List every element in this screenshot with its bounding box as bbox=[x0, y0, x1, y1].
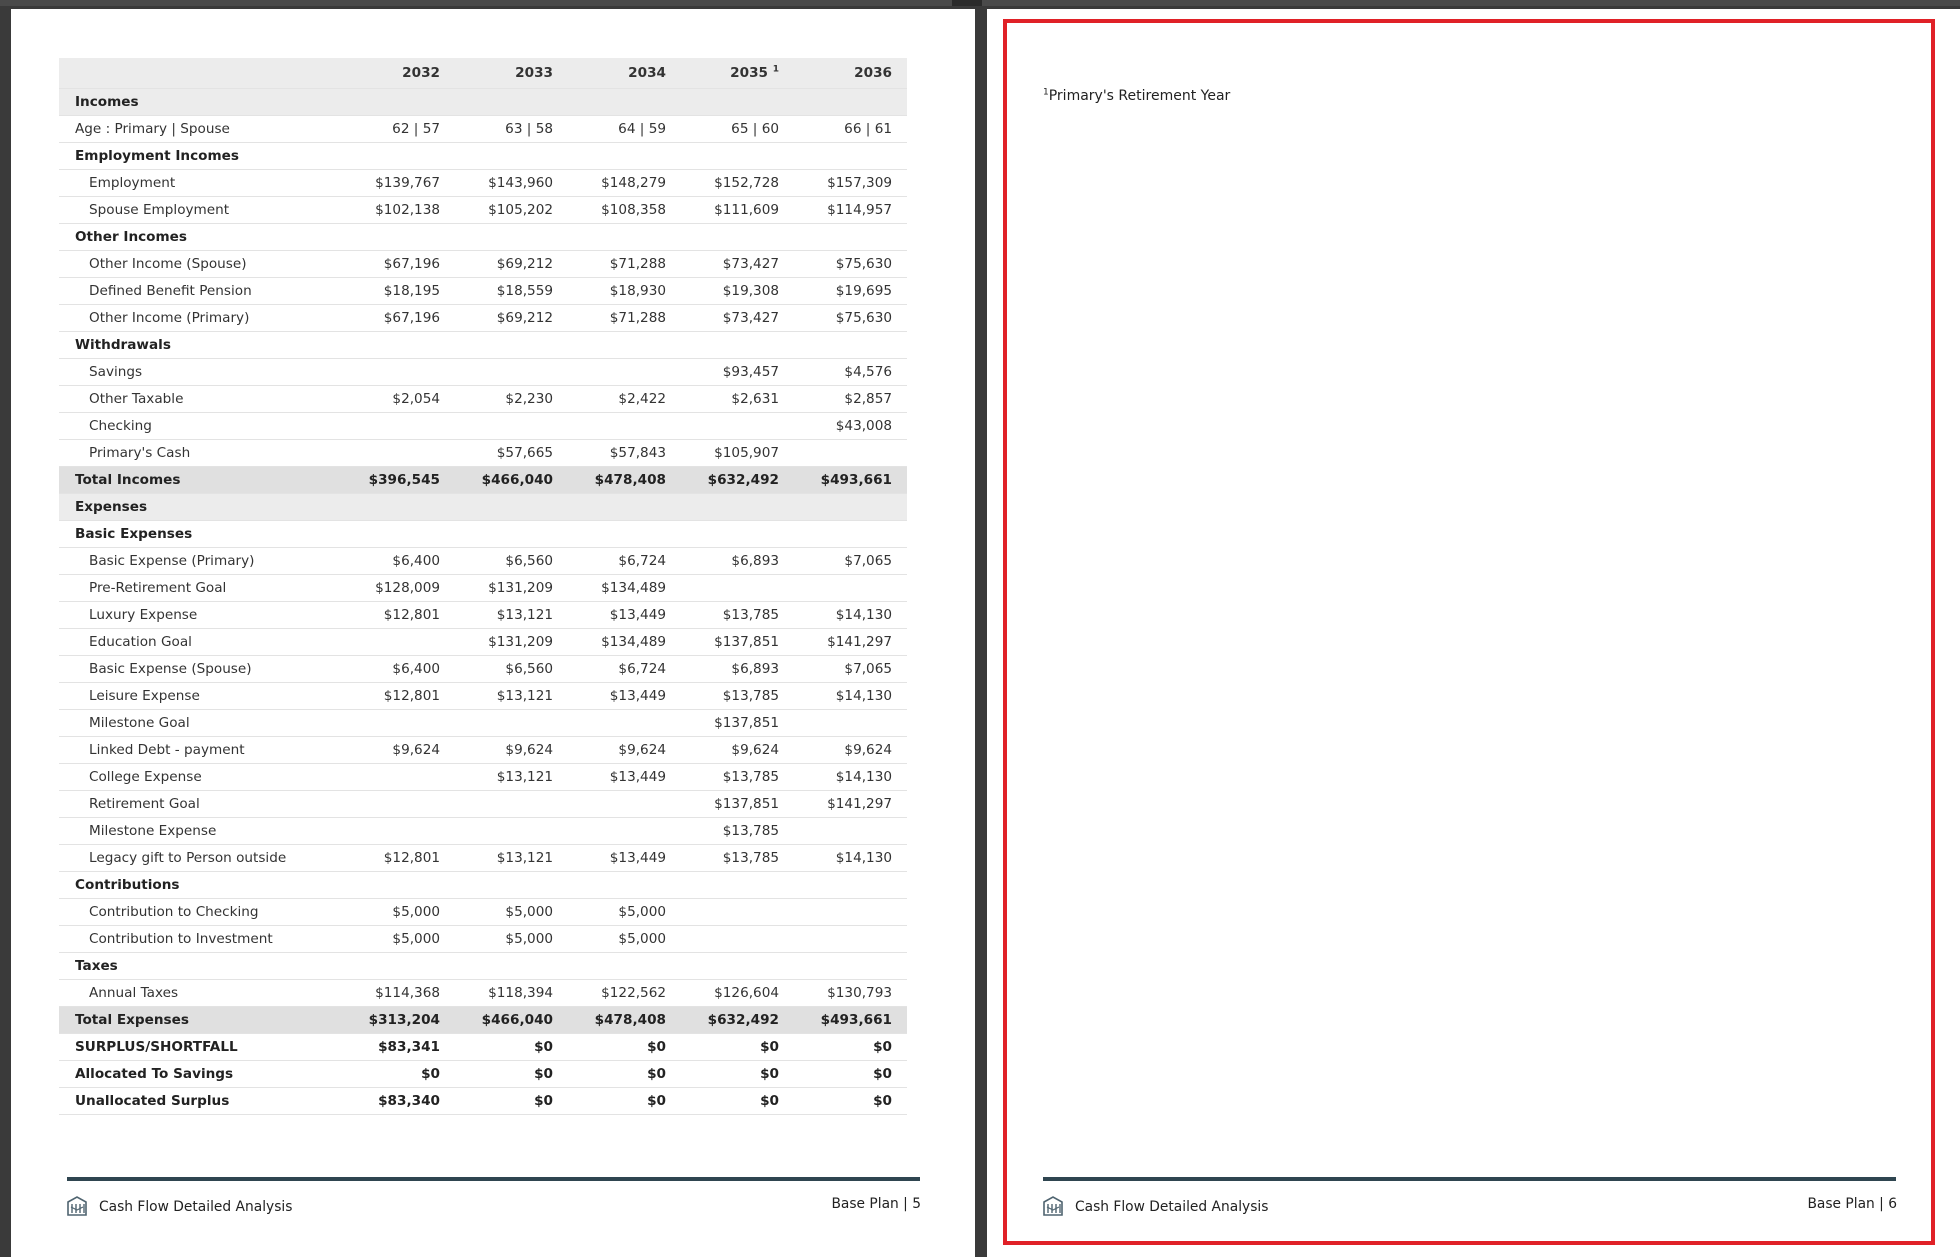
viewer-tab[interactable] bbox=[982, 0, 1960, 6]
value-cell: $137,851 bbox=[681, 629, 794, 656]
value-cell: $83,340 bbox=[342, 1088, 455, 1115]
value-cell bbox=[455, 494, 568, 521]
value-cell: $108,358 bbox=[568, 197, 681, 224]
row-label: Milestone Goal bbox=[59, 710, 342, 737]
value-cell bbox=[342, 224, 455, 251]
table-row bbox=[59, 764, 907, 791]
value-cell: $57,665 bbox=[455, 440, 568, 467]
value-cell: $466,040 bbox=[455, 1007, 568, 1034]
table-row bbox=[59, 926, 907, 953]
row-label: College Expense bbox=[59, 764, 342, 791]
value-cell bbox=[568, 494, 681, 521]
value-cell bbox=[455, 818, 568, 845]
value-cell bbox=[681, 143, 794, 170]
table-row bbox=[59, 656, 907, 683]
value-cell bbox=[568, 953, 681, 980]
value-cell: $13,121 bbox=[455, 602, 568, 629]
row-label: Employment Incomes bbox=[59, 143, 342, 170]
value-cell: $0 bbox=[681, 1061, 794, 1088]
value-cell bbox=[455, 872, 568, 899]
footer-rule bbox=[1043, 1177, 1896, 1181]
value-cell bbox=[568, 710, 681, 737]
value-cell: $114,957 bbox=[794, 197, 907, 224]
value-cell: $19,308 bbox=[681, 278, 794, 305]
year-label: 2034 bbox=[628, 65, 666, 81]
value-cell: $137,851 bbox=[681, 791, 794, 818]
year-label: 2035 bbox=[730, 65, 768, 81]
value-cell: $118,394 bbox=[455, 980, 568, 1007]
row-label: Other Incomes bbox=[59, 224, 342, 251]
cash-flow-table bbox=[59, 58, 907, 1115]
value-cell: $2,631 bbox=[681, 386, 794, 413]
value-cell bbox=[794, 818, 907, 845]
value-cell bbox=[568, 791, 681, 818]
table-row bbox=[59, 629, 907, 656]
viewer-top-strip bbox=[0, 0, 1960, 6]
value-cell bbox=[342, 89, 455, 116]
value-cell: 65 | 60 bbox=[681, 116, 794, 143]
row-label: Incomes bbox=[59, 89, 342, 116]
row-label: Contribution to Investment bbox=[59, 926, 342, 953]
value-cell: $5,000 bbox=[342, 926, 455, 953]
year-header bbox=[455, 58, 568, 89]
row-label: Milestone Expense bbox=[59, 818, 342, 845]
value-cell: $2,857 bbox=[794, 386, 907, 413]
value-cell bbox=[455, 332, 568, 359]
value-cell bbox=[681, 521, 794, 548]
value-cell bbox=[568, 89, 681, 116]
table-row bbox=[59, 359, 907, 386]
value-cell bbox=[794, 494, 907, 521]
table-row bbox=[59, 737, 907, 764]
value-cell: $7,065 bbox=[794, 656, 907, 683]
value-cell: $5,000 bbox=[568, 899, 681, 926]
group-row bbox=[59, 953, 907, 980]
value-cell: $13,449 bbox=[568, 602, 681, 629]
value-cell: $632,492 bbox=[681, 1007, 794, 1034]
row-label: Expenses bbox=[59, 494, 342, 521]
footnote-text: Primary's Retirement Year bbox=[1048, 88, 1231, 104]
table-body bbox=[59, 89, 907, 1115]
value-cell bbox=[794, 710, 907, 737]
row-label: Defined Benefit Pension bbox=[59, 278, 342, 305]
document-page-6 bbox=[987, 9, 1960, 1257]
value-cell: $2,422 bbox=[568, 386, 681, 413]
footer-page-number: Base Plan | 6 bbox=[1807, 1196, 1897, 1212]
year-header bbox=[681, 58, 794, 89]
value-cell bbox=[342, 710, 455, 737]
value-cell bbox=[794, 953, 907, 980]
table-row bbox=[59, 845, 907, 872]
value-cell: $71,288 bbox=[568, 251, 681, 278]
value-cell: $43,008 bbox=[794, 413, 907, 440]
value-cell: $632,492 bbox=[681, 467, 794, 494]
value-cell bbox=[342, 440, 455, 467]
row-label: Total Incomes bbox=[59, 467, 342, 494]
value-cell: $0 bbox=[681, 1088, 794, 1115]
value-cell: $6,893 bbox=[681, 656, 794, 683]
value-cell: $69,212 bbox=[455, 305, 568, 332]
group-row bbox=[59, 521, 907, 548]
section-row bbox=[59, 89, 907, 116]
value-cell bbox=[342, 791, 455, 818]
value-cell: $57,843 bbox=[568, 440, 681, 467]
table-row bbox=[59, 305, 907, 332]
section-row bbox=[59, 494, 907, 521]
value-cell bbox=[794, 143, 907, 170]
table-row bbox=[59, 251, 907, 278]
row-label: Savings bbox=[59, 359, 342, 386]
value-cell: $75,630 bbox=[794, 251, 907, 278]
table-row bbox=[59, 818, 907, 845]
value-cell: $313,204 bbox=[342, 1007, 455, 1034]
value-cell: $478,408 bbox=[568, 467, 681, 494]
value-cell bbox=[568, 413, 681, 440]
value-cell bbox=[794, 89, 907, 116]
value-cell bbox=[342, 413, 455, 440]
value-cell: $0 bbox=[455, 1088, 568, 1115]
year-header bbox=[794, 58, 907, 89]
footnote-mark: 1 bbox=[1043, 87, 1049, 98]
value-cell: $6,724 bbox=[568, 548, 681, 575]
footnote-reference: 1 bbox=[772, 64, 779, 75]
year-header bbox=[568, 58, 681, 89]
row-label: Unallocated Surplus bbox=[59, 1088, 342, 1115]
value-cell: $9,624 bbox=[568, 737, 681, 764]
summary-row bbox=[59, 1088, 907, 1115]
value-cell bbox=[568, 359, 681, 386]
table-row bbox=[59, 413, 907, 440]
value-cell: $73,427 bbox=[681, 305, 794, 332]
table-row bbox=[59, 116, 907, 143]
value-cell: $71,288 bbox=[568, 305, 681, 332]
row-label: Withdrawals bbox=[59, 332, 342, 359]
value-cell bbox=[455, 953, 568, 980]
row-label: Basic Expense (Spouse) bbox=[59, 656, 342, 683]
viewer-tab[interactable] bbox=[0, 0, 952, 6]
value-cell: $12,801 bbox=[342, 845, 455, 872]
value-cell: $0 bbox=[794, 1034, 907, 1061]
value-cell: $6,400 bbox=[342, 548, 455, 575]
value-cell: $14,130 bbox=[794, 845, 907, 872]
group-row bbox=[59, 143, 907, 170]
value-cell: $9,624 bbox=[342, 737, 455, 764]
value-cell bbox=[455, 89, 568, 116]
value-cell: $5,000 bbox=[455, 926, 568, 953]
row-label: Taxes bbox=[59, 953, 342, 980]
row-label: SURPLUS/SHORTFALL bbox=[59, 1034, 342, 1061]
value-cell: $5,000 bbox=[568, 926, 681, 953]
value-cell: $396,545 bbox=[342, 467, 455, 494]
footnote bbox=[1043, 88, 1230, 104]
total-row bbox=[59, 1007, 907, 1034]
value-cell: $4,576 bbox=[794, 359, 907, 386]
value-cell bbox=[455, 413, 568, 440]
value-cell: $493,661 bbox=[794, 467, 907, 494]
value-cell: $148,279 bbox=[568, 170, 681, 197]
row-label: Total Expenses bbox=[59, 1007, 342, 1034]
row-label: Checking bbox=[59, 413, 342, 440]
value-cell: $13,785 bbox=[681, 683, 794, 710]
value-cell: $114,368 bbox=[342, 980, 455, 1007]
value-cell bbox=[681, 953, 794, 980]
footer-rule bbox=[67, 1177, 920, 1181]
value-cell: $0 bbox=[794, 1061, 907, 1088]
value-cell: $105,202 bbox=[455, 197, 568, 224]
total-row bbox=[59, 467, 907, 494]
value-cell: $5,000 bbox=[342, 899, 455, 926]
value-cell: $9,624 bbox=[794, 737, 907, 764]
value-cell: $12,801 bbox=[342, 602, 455, 629]
table-row bbox=[59, 197, 907, 224]
row-label: Contributions bbox=[59, 872, 342, 899]
value-cell bbox=[455, 359, 568, 386]
value-cell: $13,785 bbox=[681, 818, 794, 845]
value-cell: $13,121 bbox=[455, 764, 568, 791]
value-cell bbox=[681, 872, 794, 899]
value-cell bbox=[794, 440, 907, 467]
value-cell: $0 bbox=[568, 1088, 681, 1115]
value-cell bbox=[342, 764, 455, 791]
value-cell: $141,297 bbox=[794, 629, 907, 656]
value-cell: $134,489 bbox=[568, 575, 681, 602]
value-cell bbox=[342, 818, 455, 845]
table-row bbox=[59, 548, 907, 575]
value-cell: $0 bbox=[455, 1034, 568, 1061]
row-label: Leisure Expense bbox=[59, 683, 342, 710]
value-cell bbox=[455, 143, 568, 170]
row-label: Contribution to Checking bbox=[59, 899, 342, 926]
group-row bbox=[59, 332, 907, 359]
value-cell: $12,801 bbox=[342, 683, 455, 710]
value-cell bbox=[568, 521, 681, 548]
table-row bbox=[59, 575, 907, 602]
table-row bbox=[59, 710, 907, 737]
value-cell: 66 | 61 bbox=[794, 116, 907, 143]
footer-page-number: Base Plan | 5 bbox=[831, 1196, 921, 1212]
value-cell bbox=[794, 899, 907, 926]
value-cell: $0 bbox=[455, 1061, 568, 1088]
value-cell: $128,009 bbox=[342, 575, 455, 602]
value-cell bbox=[342, 629, 455, 656]
value-cell bbox=[568, 332, 681, 359]
value-cell: $93,457 bbox=[681, 359, 794, 386]
year-label: 2036 bbox=[854, 65, 892, 81]
value-cell: $130,793 bbox=[794, 980, 907, 1007]
value-cell: $13,785 bbox=[681, 845, 794, 872]
table-header bbox=[59, 58, 907, 89]
value-cell bbox=[794, 872, 907, 899]
value-cell: $13,785 bbox=[681, 764, 794, 791]
value-cell bbox=[681, 899, 794, 926]
table-row bbox=[59, 278, 907, 305]
value-cell: $137,851 bbox=[681, 710, 794, 737]
row-label: Spouse Employment bbox=[59, 197, 342, 224]
value-cell: 62 | 57 bbox=[342, 116, 455, 143]
value-cell: 64 | 59 bbox=[568, 116, 681, 143]
footer-title: Cash Flow Detailed Analysis bbox=[1075, 1199, 1269, 1215]
value-cell: $5,000 bbox=[455, 899, 568, 926]
value-cell: $2,230 bbox=[455, 386, 568, 413]
value-cell bbox=[681, 494, 794, 521]
value-cell bbox=[794, 926, 907, 953]
building-logo-icon bbox=[1042, 1195, 1064, 1217]
value-cell: $157,309 bbox=[794, 170, 907, 197]
value-cell bbox=[455, 521, 568, 548]
value-cell bbox=[455, 791, 568, 818]
value-cell: $134,489 bbox=[568, 629, 681, 656]
table-row bbox=[59, 386, 907, 413]
summary-row bbox=[59, 1034, 907, 1061]
row-label: Legacy gift to Person outside bbox=[59, 845, 342, 872]
table-row bbox=[59, 899, 907, 926]
value-cell: $14,130 bbox=[794, 764, 907, 791]
table-row bbox=[59, 683, 907, 710]
value-cell: $131,209 bbox=[455, 575, 568, 602]
value-cell bbox=[568, 872, 681, 899]
value-cell: $13,121 bbox=[455, 845, 568, 872]
row-label: Annual Taxes bbox=[59, 980, 342, 1007]
value-cell: $102,138 bbox=[342, 197, 455, 224]
value-cell: $0 bbox=[681, 1034, 794, 1061]
value-cell: $83,341 bbox=[342, 1034, 455, 1061]
row-label: Other Income (Primary) bbox=[59, 305, 342, 332]
value-cell: $493,661 bbox=[794, 1007, 907, 1034]
group-row bbox=[59, 872, 907, 899]
header-label-cell bbox=[59, 58, 342, 89]
value-cell bbox=[455, 710, 568, 737]
value-cell bbox=[342, 143, 455, 170]
value-cell bbox=[568, 818, 681, 845]
value-cell: $18,559 bbox=[455, 278, 568, 305]
value-cell: $122,562 bbox=[568, 980, 681, 1007]
footer-title: Cash Flow Detailed Analysis bbox=[99, 1199, 293, 1215]
value-cell: $13,121 bbox=[455, 683, 568, 710]
year-label: 2033 bbox=[515, 65, 553, 81]
value-cell bbox=[342, 332, 455, 359]
row-label: Other Taxable bbox=[59, 386, 342, 413]
value-cell bbox=[681, 413, 794, 440]
value-cell: $18,195 bbox=[342, 278, 455, 305]
row-label: Education Goal bbox=[59, 629, 342, 656]
group-row bbox=[59, 224, 907, 251]
value-cell: $0 bbox=[568, 1034, 681, 1061]
value-cell: $139,767 bbox=[342, 170, 455, 197]
value-cell bbox=[794, 224, 907, 251]
value-cell bbox=[342, 521, 455, 548]
value-cell bbox=[794, 575, 907, 602]
value-cell: $105,907 bbox=[681, 440, 794, 467]
value-cell bbox=[681, 575, 794, 602]
row-label: Pre-Retirement Goal bbox=[59, 575, 342, 602]
value-cell: $75,630 bbox=[794, 305, 907, 332]
value-cell: $6,560 bbox=[455, 548, 568, 575]
value-cell: $9,624 bbox=[681, 737, 794, 764]
value-cell: $478,408 bbox=[568, 1007, 681, 1034]
value-cell bbox=[568, 143, 681, 170]
value-cell: $67,196 bbox=[342, 251, 455, 278]
value-cell: $0 bbox=[794, 1088, 907, 1115]
value-cell bbox=[342, 872, 455, 899]
value-cell bbox=[794, 332, 907, 359]
value-cell: $19,695 bbox=[794, 278, 907, 305]
value-cell: $7,065 bbox=[794, 548, 907, 575]
row-label: Employment bbox=[59, 170, 342, 197]
value-cell: $126,604 bbox=[681, 980, 794, 1007]
value-cell: $14,130 bbox=[794, 683, 907, 710]
value-cell: $13,449 bbox=[568, 845, 681, 872]
value-cell: $13,449 bbox=[568, 764, 681, 791]
year-header bbox=[342, 58, 455, 89]
value-cell: 63 | 58 bbox=[455, 116, 568, 143]
value-cell: $69,212 bbox=[455, 251, 568, 278]
value-cell bbox=[794, 521, 907, 548]
year-label: 2032 bbox=[402, 65, 440, 81]
row-label: Allocated To Savings bbox=[59, 1061, 342, 1088]
table-row bbox=[59, 170, 907, 197]
row-label: Basic Expense (Primary) bbox=[59, 548, 342, 575]
value-cell: $9,624 bbox=[455, 737, 568, 764]
value-cell bbox=[681, 224, 794, 251]
value-cell bbox=[681, 89, 794, 116]
value-cell bbox=[455, 224, 568, 251]
value-cell: $131,209 bbox=[455, 629, 568, 656]
value-cell: $0 bbox=[342, 1061, 455, 1088]
value-cell: $0 bbox=[568, 1061, 681, 1088]
value-cell: $14,130 bbox=[794, 602, 907, 629]
value-cell: $111,609 bbox=[681, 197, 794, 224]
row-label: Linked Debt - payment bbox=[59, 737, 342, 764]
value-cell: $141,297 bbox=[794, 791, 907, 818]
summary-row bbox=[59, 1061, 907, 1088]
value-cell bbox=[342, 494, 455, 521]
value-cell: $2,054 bbox=[342, 386, 455, 413]
value-cell bbox=[568, 224, 681, 251]
value-cell: $143,960 bbox=[455, 170, 568, 197]
value-cell bbox=[681, 332, 794, 359]
row-label: Basic Expenses bbox=[59, 521, 342, 548]
table-row bbox=[59, 440, 907, 467]
value-cell: $6,893 bbox=[681, 548, 794, 575]
row-label: Age : Primary | Spouse bbox=[59, 116, 342, 143]
value-cell: $152,728 bbox=[681, 170, 794, 197]
value-cell bbox=[342, 953, 455, 980]
value-cell: $6,724 bbox=[568, 656, 681, 683]
value-cell: $6,560 bbox=[455, 656, 568, 683]
value-cell: $73,427 bbox=[681, 251, 794, 278]
row-label: Luxury Expense bbox=[59, 602, 342, 629]
row-label: Other Income (Spouse) bbox=[59, 251, 342, 278]
value-cell bbox=[681, 926, 794, 953]
value-cell: $18,930 bbox=[568, 278, 681, 305]
row-label: Primary's Cash bbox=[59, 440, 342, 467]
table-row bbox=[59, 602, 907, 629]
value-cell: $6,400 bbox=[342, 656, 455, 683]
row-label: Retirement Goal bbox=[59, 791, 342, 818]
value-cell bbox=[342, 359, 455, 386]
table-row bbox=[59, 791, 907, 818]
value-cell: $67,196 bbox=[342, 305, 455, 332]
value-cell: $13,785 bbox=[681, 602, 794, 629]
building-logo-icon bbox=[66, 1195, 88, 1217]
value-cell: $13,449 bbox=[568, 683, 681, 710]
value-cell: $466,040 bbox=[455, 467, 568, 494]
table-row bbox=[59, 980, 907, 1007]
